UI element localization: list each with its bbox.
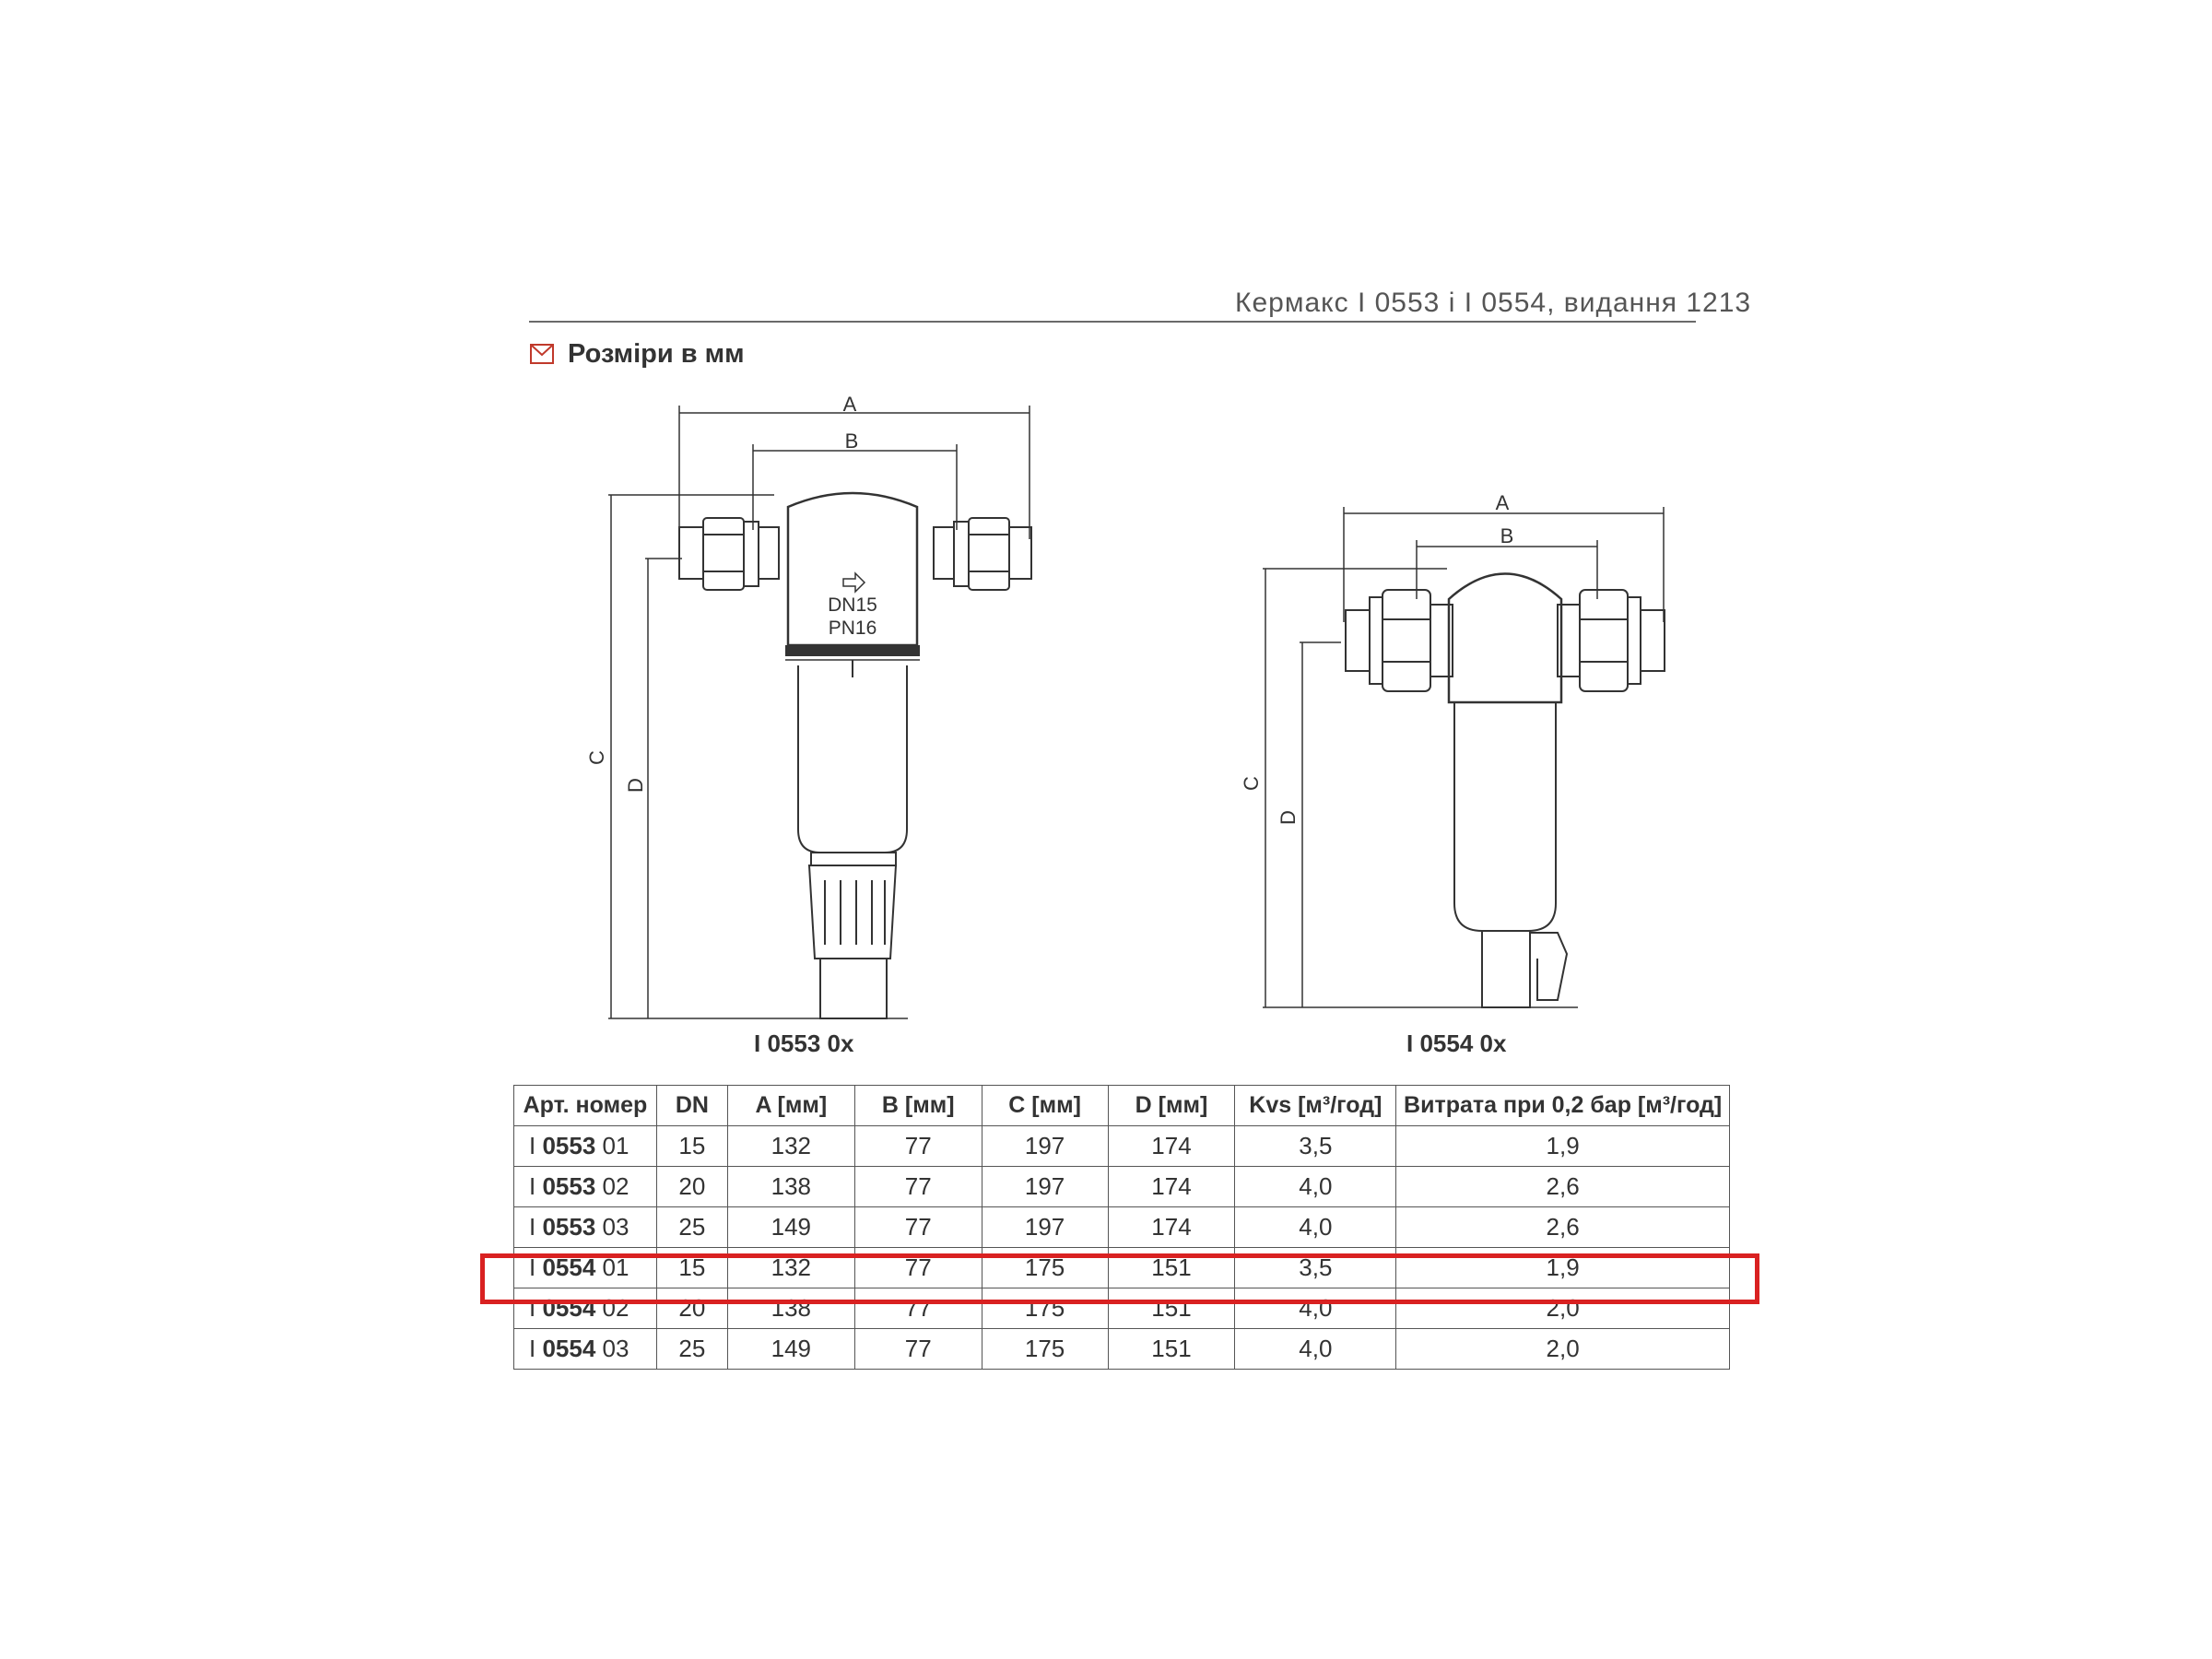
c-cell: 175 xyxy=(982,1329,1108,1370)
c-cell: 197 xyxy=(982,1207,1108,1248)
drawing-i0554-labels xyxy=(1240,491,1513,825)
dim-c-label-left: C xyxy=(585,750,608,765)
table-row xyxy=(514,1126,1730,1167)
table-row xyxy=(514,1207,1730,1248)
flow-cell: 1,9 xyxy=(1396,1126,1730,1167)
dn-cell: 20 xyxy=(656,1288,727,1329)
col-header-art: Арт. номер xyxy=(514,1086,657,1126)
col-header-b: B [мм] xyxy=(854,1086,982,1126)
flow-cell: 1,9 xyxy=(1396,1248,1730,1288)
drawing-i0553 xyxy=(608,406,1031,1018)
col-header-c: C [мм] xyxy=(982,1086,1108,1126)
dim-a-label-right: A xyxy=(1495,491,1510,514)
dim-b-label-left: B xyxy=(844,429,859,453)
dn-cell: 15 xyxy=(656,1248,727,1288)
drawing-i0553-labels xyxy=(585,393,877,793)
b-cell: 77 xyxy=(854,1207,982,1248)
dn-cell: 25 xyxy=(656,1207,727,1248)
kvs-cell: 4,0 xyxy=(1235,1207,1396,1248)
caption-i0554: I 0554 0x xyxy=(1406,1030,1507,1057)
kvs-cell: 3,5 xyxy=(1235,1126,1396,1167)
dim-b-label-right: B xyxy=(1500,524,1514,547)
dn-cell: 20 xyxy=(656,1167,727,1207)
caption-i0553: I 0553 0x xyxy=(754,1030,854,1057)
a-cell: 149 xyxy=(727,1329,854,1370)
dimensions-table xyxy=(513,1085,1730,1370)
d-cell: 151 xyxy=(1108,1288,1235,1329)
dn-cell: 25 xyxy=(656,1329,727,1370)
section-title: Розміри в мм xyxy=(568,338,745,369)
dim-d-label-right: D xyxy=(1277,810,1300,825)
flow-cell: 2,6 xyxy=(1396,1167,1730,1207)
c-cell: 197 xyxy=(982,1126,1108,1167)
flow-cell: 2,0 xyxy=(1396,1329,1730,1370)
c-cell: 197 xyxy=(982,1167,1108,1207)
a-cell: 149 xyxy=(727,1207,854,1248)
highlight-box xyxy=(480,1253,1759,1304)
col-header-kvs: Kvs [м³/год] xyxy=(1235,1086,1396,1126)
table-header-row xyxy=(514,1086,1730,1126)
b-cell: 77 xyxy=(854,1329,982,1370)
a-cell: 138 xyxy=(727,1167,854,1207)
table-row xyxy=(514,1167,1730,1207)
b-cell: 77 xyxy=(854,1126,982,1167)
b-cell: 77 xyxy=(854,1248,982,1288)
art-number-cell: I 0553 01 xyxy=(514,1126,657,1167)
kvs-cell: 4,0 xyxy=(1235,1329,1396,1370)
dim-d-label-left: D xyxy=(624,778,647,793)
dim-c-label-right: C xyxy=(1240,776,1263,791)
a-cell: 132 xyxy=(727,1248,854,1288)
c-cell: 175 xyxy=(982,1288,1108,1329)
col-header-dn: DN xyxy=(656,1086,727,1126)
d-cell: 151 xyxy=(1108,1329,1235,1370)
art-number-cell: I 0553 03 xyxy=(514,1207,657,1248)
kvs-cell: 4,0 xyxy=(1235,1167,1396,1207)
a-cell: 132 xyxy=(727,1126,854,1167)
c-cell: 175 xyxy=(982,1248,1108,1288)
flow-cell: 2,6 xyxy=(1396,1207,1730,1248)
dim-a-label-left: A xyxy=(842,393,857,416)
header-text: Кермакс I 0553 і I 0554, видання 1213 xyxy=(1235,288,1752,318)
col-header-d: D [мм] xyxy=(1108,1086,1235,1126)
body-marking-pn: PN16 xyxy=(828,618,877,639)
d-cell: 174 xyxy=(1108,1126,1235,1167)
d-cell: 151 xyxy=(1108,1248,1235,1288)
art-number-cell: I 0554 01 xyxy=(514,1248,657,1288)
table-row xyxy=(514,1329,1730,1370)
kvs-cell: 3,5 xyxy=(1235,1248,1396,1288)
kvs-cell: 4,0 xyxy=(1235,1288,1396,1329)
dn-cell: 15 xyxy=(656,1126,727,1167)
col-header-a: A [мм] xyxy=(727,1086,854,1126)
art-number-cell: I 0553 02 xyxy=(514,1167,657,1207)
flow-cell: 2,0 xyxy=(1396,1288,1730,1329)
drawing-i0554 xyxy=(1263,507,1665,1007)
body-marking-dn: DN15 xyxy=(828,594,877,616)
d-cell: 174 xyxy=(1108,1167,1235,1207)
a-cell: 138 xyxy=(727,1288,854,1329)
art-number-cell: I 0554 03 xyxy=(514,1329,657,1370)
b-cell: 77 xyxy=(854,1167,982,1207)
b-cell: 77 xyxy=(854,1288,982,1329)
art-number-cell: I 0554 02 xyxy=(514,1288,657,1329)
col-header-flow: Витрата при 0,2 бар [м³/год] xyxy=(1396,1086,1730,1126)
d-cell: 174 xyxy=(1108,1207,1235,1248)
